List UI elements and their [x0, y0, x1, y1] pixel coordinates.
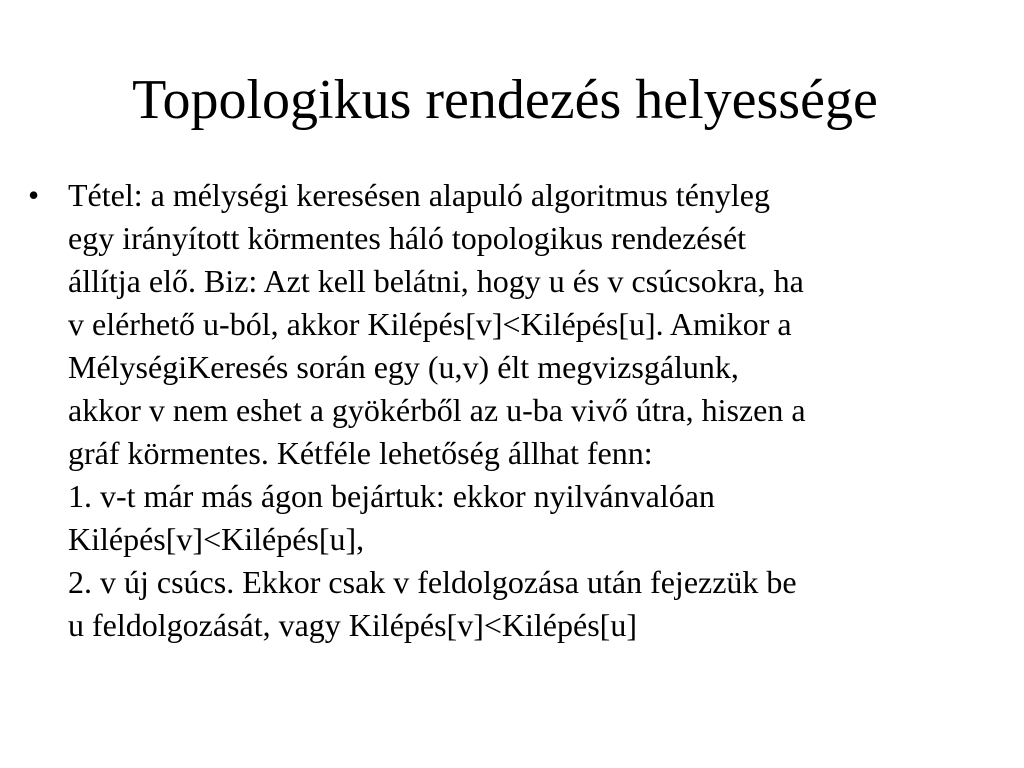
bullet-line-2: egy irányított körmentes háló topologikus rendezését	[68, 220, 747, 256]
bullet-line-3: állítja elő. Biz: Azt kell belátni, hogy u és v csúcsokra, ha	[68, 263, 804, 299]
bullet-line-4: v elérhető u-ból, akkor Kilépés[v]<Kilépés[u]. Amikor a	[68, 306, 792, 342]
bullet-line-11: u feldolgozását, vagy Kilépés[v]<Kilépés[u]	[68, 607, 637, 643]
bullet-line-10: 2. v új csúcs. Ekkor csak v feldolgozása után fejezzük be	[68, 564, 797, 600]
bullet-line-6: akkor v nem eshet a gyökérből az u-ba vivő útra, hiszen a	[68, 392, 806, 428]
bullet-line-8: 1. v-t már más ágon bejártuk: ekkor nyilvánvalóan	[68, 478, 715, 514]
bullet-line-5: MélységiKeresés során egy (u,v) élt megvizsgálunk,	[68, 349, 739, 385]
bullet-list	[28, 174, 1008, 647]
bullet-item-theorem	[28, 174, 1008, 647]
bullet-marker: •	[28, 177, 40, 213]
slide-title: Topologikus rendezés helyessége	[132, 69, 878, 131]
bullet-line-7: gráf körmentes. Kétféle lehetőség állhat fenn:	[68, 435, 653, 471]
bullet-line-9: Kilépés[v]<Kilépés[u],	[68, 521, 365, 557]
bullet-line-1: Tétel: a mélységi keresésen alapuló algoritmus tényleg	[68, 177, 770, 213]
